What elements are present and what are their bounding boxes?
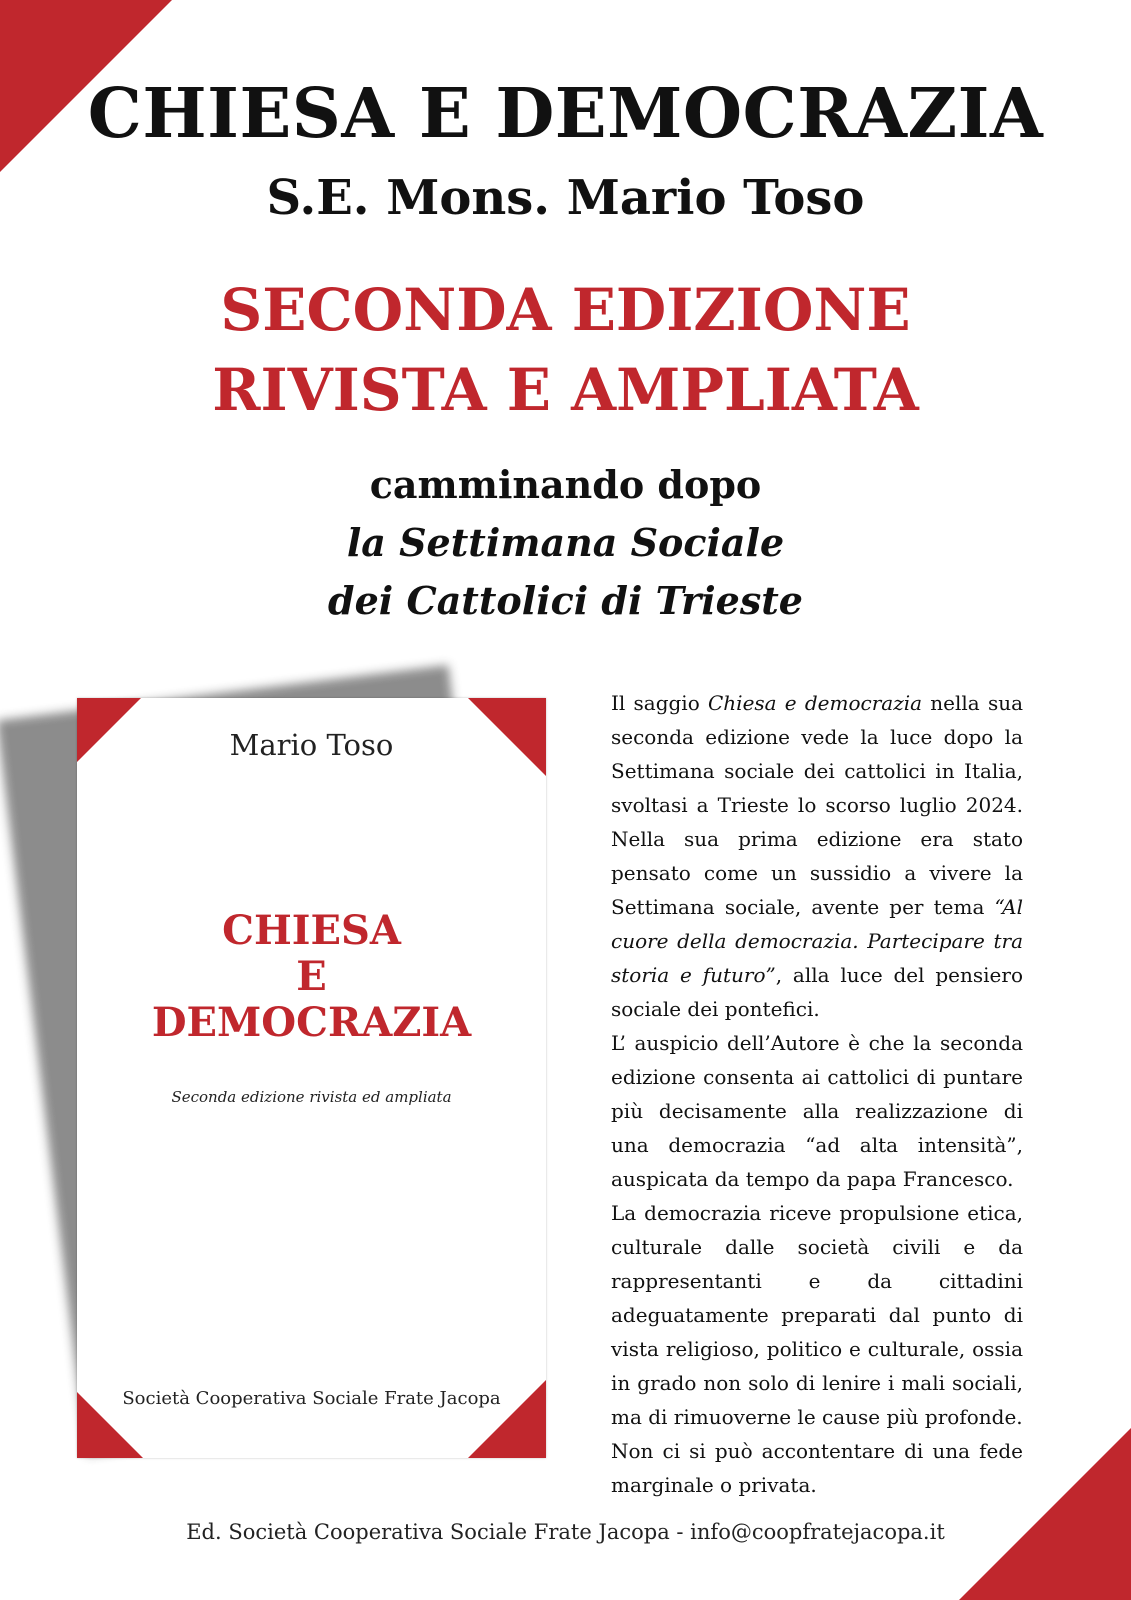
description-p1-end: , alla luce del pensiero sociale dei pontefici. bbox=[611, 963, 1023, 1021]
book-cover-image bbox=[77, 698, 546, 1458]
description-p1-book-title: Chiesa e democrazia bbox=[707, 691, 923, 715]
book-cover-title-line-2: E bbox=[296, 953, 327, 1000]
book-cover-author: Mario Toso bbox=[229, 728, 394, 762]
description-p1-start: Il saggio bbox=[611, 691, 708, 715]
book-cover-title-line-3: DEMOCRAZIA bbox=[151, 999, 472, 1046]
description-paragraph-4: Non ci si può accontentare di una fede marginale o privata. bbox=[611, 1439, 1023, 1497]
author-name: S.E. Mons. Mario Toso bbox=[266, 170, 865, 226]
subtitle bbox=[0, 456, 1131, 630]
book-cover-subtitle: Seconda edizione rivista ed ampliata bbox=[171, 1088, 452, 1106]
footer-publisher-contact: Ed. Società Cooperativa Sociale Frate Jacopa - info@coopfratejacopa.it bbox=[186, 1520, 945, 1544]
description-paragraph-2: L’ auspicio dell’Autore è che la seconda edizione consenta ai cattolici di puntare più decisamente alla realizzazione di una democrazia “ad alta intensità”, auspicata da tempo da papa Francesco. bbox=[611, 1031, 1023, 1191]
description-paragraph-3: La democrazia riceve propulsione etica, culturale dalle società civili e da rappresentanti e da cittadini adeguatamente preparati dal punto di vista religioso, politico e culturale, ossia in grado non solo di lenire i mali sociali, ma di rimuoverne le cause più profonde. bbox=[611, 1201, 1023, 1429]
edition-line-1: SECONDA EDIZIONE bbox=[220, 276, 911, 344]
description-p1-middle: nella sua seconda edizione vede la luce dopo la Settimana sociale dei cattolici in Italia, svoltasi a Trieste lo scorso luglio 2024. Nella sua prima edizione era stato pensato come un sussidio a vivere la Settimana sociale, avente per tema bbox=[611, 691, 1024, 919]
edition-heading bbox=[0, 270, 1131, 430]
subtitle-line-1: camminando dopo bbox=[369, 462, 762, 507]
page-title: CHIESA E DEMOCRAZIA bbox=[87, 74, 1044, 154]
subtitle-line-2: la Settimana Sociale bbox=[346, 520, 785, 565]
book-cover-title-line-1: CHIESA bbox=[222, 907, 401, 954]
description-paragraph-1 bbox=[611, 686, 1023, 1026]
book-cover-publisher: Società Cooperativa Sociale Frate Jacopa bbox=[122, 1388, 501, 1409]
description-text bbox=[611, 686, 1023, 1502]
edition-line-2: RIVISTA E AMPLIATA bbox=[212, 356, 919, 424]
subtitle-line-3: dei Cattolici di Trieste bbox=[328, 578, 803, 623]
description-p1-theme-quote: “Al cuore della democrazia. Partecipare tra storia e futuro” bbox=[611, 895, 1023, 987]
book-cover-title bbox=[77, 908, 546, 1046]
